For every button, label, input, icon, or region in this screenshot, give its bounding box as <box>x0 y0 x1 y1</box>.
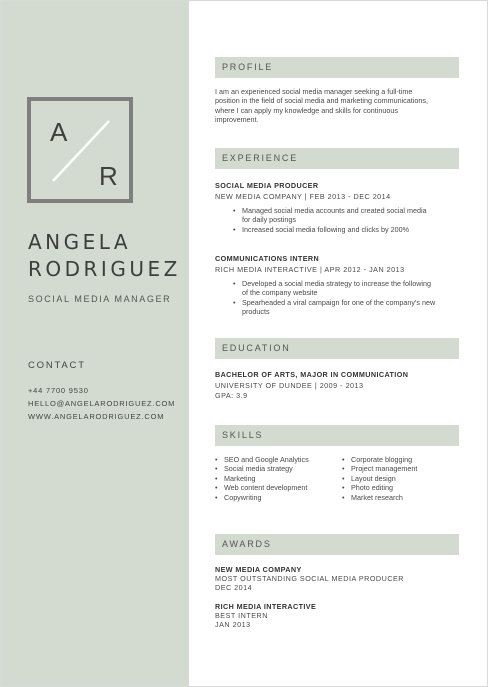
monogram-first-letter: A <box>50 117 68 147</box>
awards-heading: AWARDS <box>222 539 272 549</box>
bullet-line: Managed social media accounts and created social media <box>242 206 427 215</box>
list-item <box>231 225 427 234</box>
list-item: • Photo editing <box>340 483 417 492</box>
monogram-second-letter: R <box>99 161 118 191</box>
list-item: • Copywriting <box>213 493 309 502</box>
list-item: • Market research <box>340 493 417 502</box>
sidebar <box>1 1 189 686</box>
award-org: RICH MEDIA INTERACTIVE <box>215 602 317 611</box>
job-role: SOCIAL MEDIA PRODUCER <box>215 181 319 190</box>
list-item: • Marketing <box>213 474 309 483</box>
job-role: COMMUNICATIONS INTERN <box>215 254 320 263</box>
contact-phone: +44 7700 9530 <box>28 386 89 395</box>
contact-website: WWW.ANGELARODRIGUEZ.COM <box>28 412 165 421</box>
skills-list-left <box>213 455 309 502</box>
skills-section-header <box>215 425 459 446</box>
award-org: NEW MEDIA COMPANY <box>215 565 302 574</box>
list-item: • Project management <box>340 464 417 473</box>
school-line: UNIVERSITY OF DUNDEE | 2009 - 2013 <box>215 381 364 390</box>
profile-section-header <box>215 57 459 78</box>
experience-section-header <box>215 148 459 169</box>
award-date: JAN 2013 <box>215 620 251 629</box>
experience-heading: EXPERIENCE <box>222 153 299 163</box>
list-item: • SEO and Google Analytics <box>213 455 309 464</box>
bullet-line: Increased social media following and clicks by 200% <box>242 224 409 234</box>
list-item <box>231 298 435 317</box>
profile-text <box>215 87 428 125</box>
job-title: SOCIAL MEDIA MANAGER <box>28 294 172 304</box>
job-company-line: RICH MEDIA INTERACTIVE | APR 2012 - JAN 2013 <box>215 265 405 274</box>
first-name: ANGELA <box>28 230 132 254</box>
list-item: • Layout design <box>340 474 417 483</box>
job-company-line: NEW MEDIA COMPANY | FEB 2013 - DEC 2014 <box>215 192 391 201</box>
list-item: • Corporate blogging <box>340 455 417 464</box>
profile-line: I am an experienced social media manager seeking a full-time <box>215 87 413 96</box>
profile-line: position in the field of social media and marketing communications, <box>215 96 428 106</box>
bullet-line: of the company website <box>242 288 318 298</box>
last-name: RODRIGUEZ <box>28 257 181 281</box>
job-bullets <box>231 206 427 234</box>
bullet-line: products <box>242 307 270 317</box>
awards-section-header <box>215 534 459 555</box>
profile-heading: PROFILE <box>222 62 274 72</box>
contact-email: HELLO@ANGELARODRIGUEZ.COM <box>28 399 176 408</box>
monogram-logo <box>27 97 133 203</box>
list-item: • Web content development <box>213 483 309 492</box>
skills-heading: SKILLS <box>222 430 264 440</box>
award-title: MOST OUTSTANDING SOCIAL MEDIA PRODUCER <box>215 574 404 583</box>
education-section-header <box>215 338 459 359</box>
award-title: BEST INTERN <box>215 611 268 620</box>
list-item <box>231 279 435 298</box>
profile-line: where I can apply my knowledge and skills for continuous <box>215 105 398 115</box>
bullet-line: Spearheaded a viral campaign for one of the company's new <box>242 297 436 307</box>
profile-line: improvement. <box>215 115 259 125</box>
gpa: GPA: 3.9 <box>215 391 248 400</box>
education-heading: EDUCATION <box>222 343 291 353</box>
bullet-line: for daily postings <box>242 215 296 225</box>
skills-list-right <box>340 455 417 502</box>
award-date: DEC 2014 <box>215 583 253 592</box>
degree: BACHELOR OF ARTS, MAJOR IN COMMUNICATION <box>215 370 409 379</box>
bullet-line: Developed a social media strategy to increase the following <box>242 279 431 288</box>
job-bullets <box>231 279 435 317</box>
list-item: • Social media strategy <box>213 464 309 473</box>
contact-heading: CONTACT <box>28 360 86 371</box>
list-item <box>231 206 427 225</box>
